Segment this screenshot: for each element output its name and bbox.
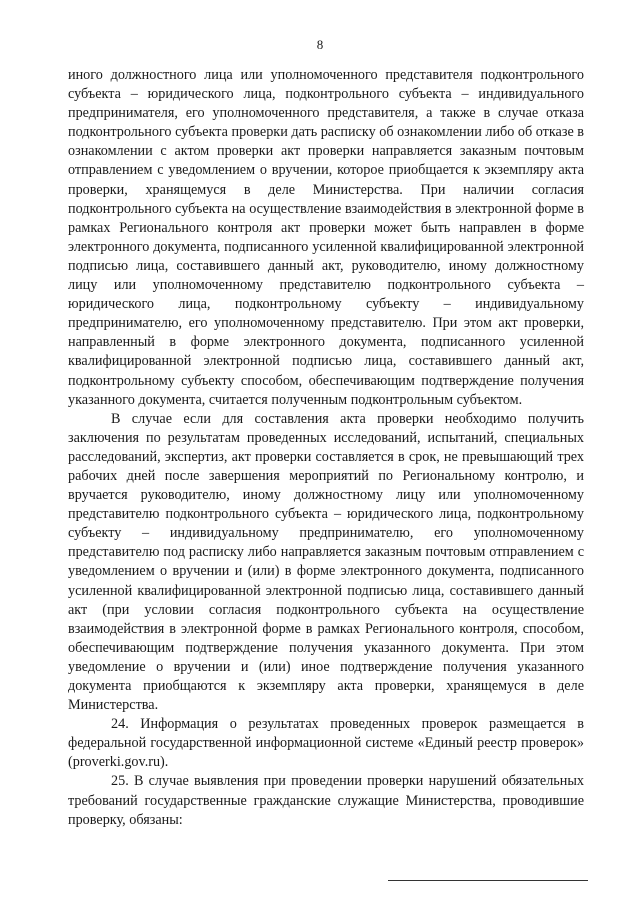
- paragraph-expert-conclusions: В случае если для составления акта проверки необходимо получить заключения по результатам проведенных исследований, испытаний, специальных расследований, экспертиз, акт проверки составляется в срок, не превышающий трех рабочих дней после завершения мероприятий по Региональному контролю, и вручается руководителю, иному должностному лицу или уполномоченному представителю подконтрольного субъекта – юридического лица, подконтрольному субъекту – индивидуальному предпринимателю, его уполномоченному представителю под расписку либо направляется заказным почтовым отправлением с уведомлением о вручении и (или) в форме электронного документа, подписанного усиленной квалифицированной электронной подписью лица, составившего данный акт (при условии согласия подконтрольного субъекта на осуществление взаимодействия в электронной форме в рамках Регионального контроля, способом, обеспечивающим подтверждение получения указанного документа. При этом уведомление о вручении и (или) иное подтверждение получения указанного документа приобщаются к экземпляру акта проверки, хранящемуся в деле Министерства.: [68, 410, 584, 714]
- document-body: [68, 66, 584, 830]
- page-number: 8: [316, 37, 324, 52]
- paragraph-item-24: 24. Информация о результатах проведенных проверок размещается в федеральной государственной информационной системе «Единый реестр проверок» (proverki.gov.ru).: [68, 716, 584, 771]
- footer-divider: [388, 880, 588, 881]
- paragraph-continuation: иного должностного лица или уполномоченного представителя подконтрольного субъекта – юридического лица, подконтрольного субъекта – индивидуального предпринимателя, его уполномоченного представителя, а также в случае отказа подконтрольного субъекта проверки дать расписку об ознакомлении либо об отказе в ознакомлении с актом проверки акт проверки направляется заказным почтовым отправлением с уведомлением о вручении, которое приобщается к экземпляру акта проверки, хранящемуся в деле Министерства. При наличии согласия подконтрольного субъекта на осуществление взаимодействия в электронной форме в рамках Регионального контроля акт проверки может быть направлен в форме электронного документа, подписанного усиленной квалифицированной электронной подписью лица, составившего данный акт, руководителю, иному должностному лицу или уполномоченному представителю подконтрольного субъекта – юридического лица, подконтрольному субъекту – индивидуальному предпринимателю, его уполномоченному представителю. При этом акт проверки, направленный в форме электронного документа, подписанного усиленной квалифицированной электронной подписью лица, составившего данный акт, подконтрольному субъекту способом, обеспечивающим подтверждение получения указанного документа, считается полученным подконтрольным субъектом.: [68, 67, 584, 408]
- paragraph-item-25: 25. В случае выявления при проведении проверки нарушений обязательных требований государственные гражданские служащие Министерства, проводившие проверку, обязаны:: [68, 773, 584, 828]
